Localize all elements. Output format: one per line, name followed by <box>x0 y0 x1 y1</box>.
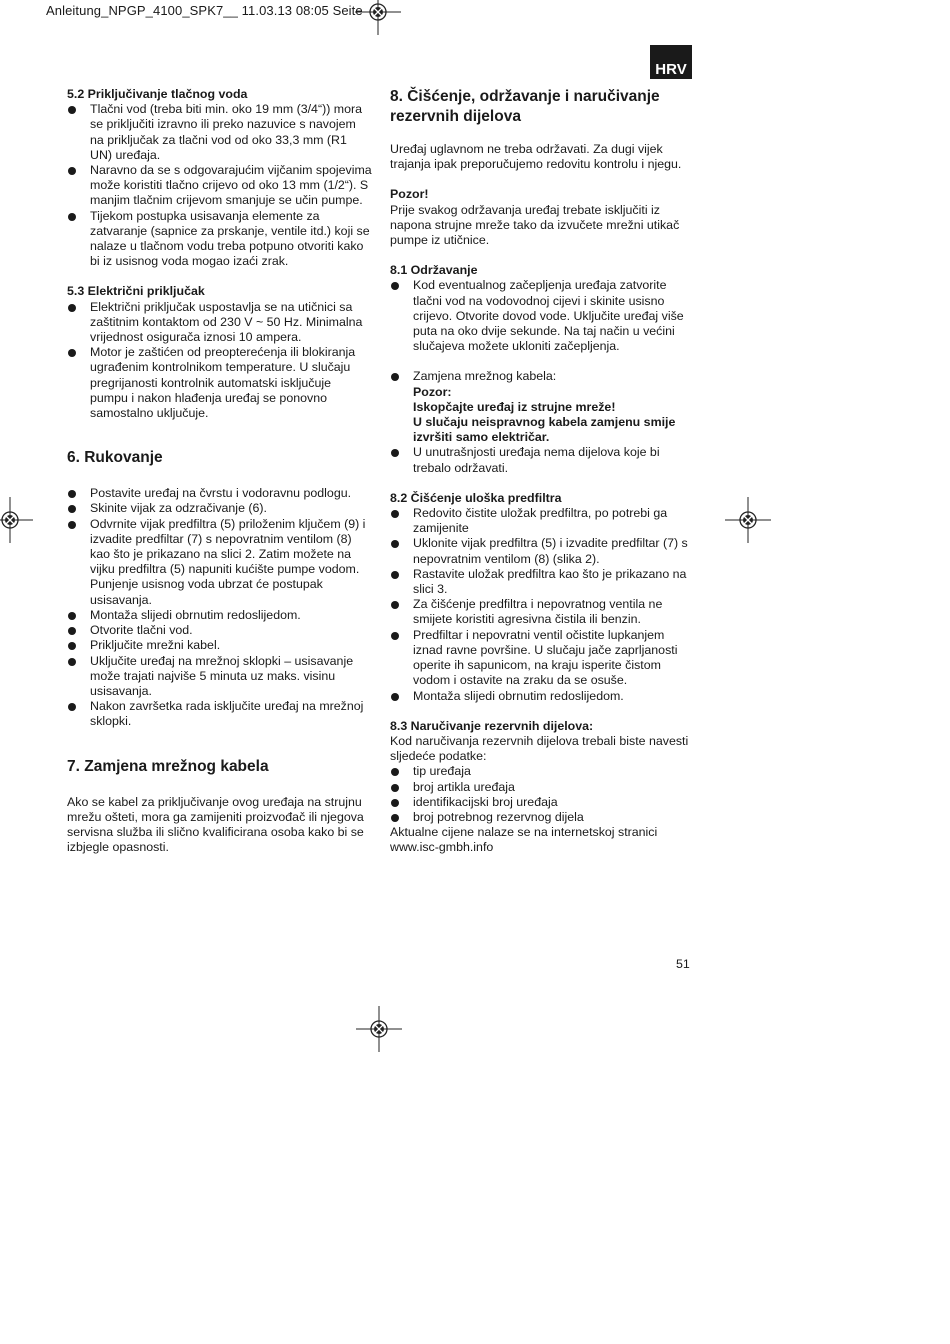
file-info-header: Anleitung_NPGP_4100_SPK7__ 11.03.13 08:05 Seite <box>46 3 363 18</box>
list-item: U unutrašnjosti uređaja nema dijelova koje bi trebalo održavati. <box>390 445 695 475</box>
list-item: Postavite uređaj na čvrstu i vodoravnu podlogu. <box>67 486 372 501</box>
section-8 <box>390 87 695 248</box>
section-title: 5.3 Električni priključak <box>67 284 205 299</box>
list-item: Naravno da se s odgovarajućim vijčanim spojevima može koristiti tlačno crijevo od oko 13 mm (1/2“). S manjim tlačnim crijevom smanjuje se učin pumpe. <box>67 163 372 209</box>
section-7 <box>67 757 372 856</box>
list-item: Rastavite uložak predfiltra kao što je prikazano na slici 3. <box>390 567 695 597</box>
paragraph: Ako se kabel za priključivanje ovog uređaja na strujnu mrežu ošteti, mora ga zamijeniti proizvođač ili njegova servisna služba ili slično kvalificirana osoba kako bi se izbjegle opasnosti. <box>67 794 364 855</box>
website-link[interactable]: www.isc-gmbh.info <box>390 840 494 855</box>
warning-label: Pozor: <box>413 384 452 399</box>
list-item: Kod eventualnog začepljenja uređaja zatvorite tlačni vod na vodovodnoj cijevi i skinite usisno crijevo. Otvorite dovod vode. Uključite uređaj više puta na oko dvije sekunde. Na taj način u većini slučajeva možete ukloniti začepljenja. <box>390 278 695 354</box>
section-heading: 6. Rukovanje <box>67 449 163 467</box>
section-heading: 7. Zamjena mrežnog kabela <box>67 757 269 775</box>
list-item <box>390 369 695 445</box>
bullet-list <box>390 764 695 825</box>
section-5-3 <box>67 284 372 421</box>
list-item: broj artikla uređaja <box>390 780 695 795</box>
crop-mark-left <box>0 497 33 543</box>
section-title: 8.2 Čišćenje uloška predfiltra <box>390 490 562 505</box>
paragraph: Prije svakog održavanja uređaj trebate isključiti iz napona strujne mreže tako da izvučete mrežni utikač pumpe iz utičnice. <box>390 202 680 248</box>
crop-mark-bottom <box>356 1006 402 1052</box>
list-item: Odvrnite vijak predfiltra (5) priloženim ključem (9) i izvadite predfiltar (7) s nepovratnim ventilom (8) kao što je prikazano na slici 2. Zatim možete na vijku predfiltra (5) napuniti kućište pumpe vodom. Punjenje usisnog voda ubrzat će postupak usisavanja. <box>67 517 372 608</box>
paragraph: Uređaj uglavnom ne treba održavati. Za dugi vijek trajanja ipak preporučujemo redovitu kontrolu i njegu. <box>390 142 682 172</box>
right-column <box>390 87 695 856</box>
crop-mark-top <box>355 0 401 35</box>
section-title: 8.1 Održavanje <box>390 263 478 278</box>
list-item: Predfiltar i nepovratni ventil očistite lupkanjem iznad ravne površine. U slučaju jače zaprljanosti operite ih sapunicom, na kraju isperite čistom vodom i ostavite na zraku da se osuše. <box>390 628 695 689</box>
warning-text: U slučaju neispravnog kabela zamjenu smije izvršiti samo električar. <box>413 415 676 445</box>
list-item: Redovito čistite uložak predfiltra, po potrebi ga zamijenite <box>390 506 695 536</box>
section-8-2 <box>390 491 695 704</box>
section-title: 5.2 Priključivanje tlačnog voda <box>67 87 248 101</box>
language-tab: HRV <box>650 45 692 79</box>
bullet-list <box>390 506 695 704</box>
crop-mark-right <box>725 497 771 543</box>
left-column <box>67 87 372 855</box>
section-heading: 8. Čišćenje, održavanje i naručivanje rezervnih dijelova <box>390 88 660 125</box>
paragraph: Aktualne cijene nalaze se na internetskoj stranici <box>390 825 658 840</box>
list-item: Uklonite vijak predfiltra (5) i izvadite predfiltar (7) s nepovratnim ventilom (8) (slika 2). <box>390 536 695 566</box>
section-title: 8.3 Naručivanje rezervnih dijelova: <box>390 718 594 733</box>
list-item: Tlačni vod (treba biti min. oko 19 mm (3/4“)) mora se priključiti izravno ili preko nazuvice s navojem na priključak za tlačni vod od oko 33,3 mm (R1 UN) uređaja. <box>67 102 372 163</box>
paragraph: Kod naručivanja rezervnih dijelova trebali biste navesti sljedeće podatke: <box>390 733 689 764</box>
section-5-2 <box>67 87 372 269</box>
list-item: Montaža slijedi obrnutim redoslijedom. <box>390 689 695 704</box>
bullet-list <box>67 300 372 422</box>
list-item: Nakon završetka rada isključite uređaj na mrežnoj sklopki. <box>67 699 372 729</box>
warning-label: Pozor! <box>390 187 429 202</box>
list-item: Skinite vijak za odzračivanje (6). <box>67 501 372 516</box>
list-item: Otvorite tlačni vod. <box>67 623 372 638</box>
bullet-list <box>67 486 372 729</box>
list-item: broj potrebnog rezervnog dijela <box>390 810 695 825</box>
list-item: Montaža slijedi obrnutim redoslijedom. <box>67 608 372 623</box>
list-item: Uključite uređaj na mrežnoj sklopki – usisavanje može trajati najviše 5 minuta uz maks. visinu usisavanja. <box>67 654 372 700</box>
list-item: Priključite mrežni kabel. <box>67 638 372 653</box>
list-item: identifikacijski broj uređaja <box>390 795 695 810</box>
list-item: tip uređaja <box>390 764 695 779</box>
list-item: Motor je zaštićen od preopterećenja ili blokiranja ugrađenim kontrolnikom temperature. U slučaju pregrijanosti kontrolnik automatski isključuje pumpu i nakon hlađenja uređaj se ponovno samostalno uključuje. <box>67 345 372 421</box>
list-item: Za čišćenje predfiltra i nepovratnog ventila ne smijete koristiti agresivna čistila ili benzin. <box>390 597 695 627</box>
bullet-list <box>390 278 695 475</box>
bullet-list <box>67 102 372 269</box>
page-number: 51 <box>676 957 690 971</box>
list-item: Tijekom postupka usisavanja elemente za zatvaranje (sapnice za prskanje, ventile itd.) koji se nalaze u tlačnom vodu treba potpuno otvoriti kako bi iz usisnog voda mogao izaći zrak. <box>67 209 372 270</box>
section-6 <box>67 448 372 729</box>
item-text: Zamjena mrežnog kabela: <box>413 369 557 384</box>
section-8-1 <box>390 263 695 476</box>
list-item: Električni priključak uspostavlja se na utičnici sa zaštitnim kontaktom od 230 V ~ 50 Hz. Minimalna vrijednost osigurača iznosi 10 ampera. <box>67 300 372 346</box>
section-8-3 <box>390 719 695 856</box>
warning-text: Iskopčajte uređaj iz strujne mreže! <box>413 399 616 414</box>
